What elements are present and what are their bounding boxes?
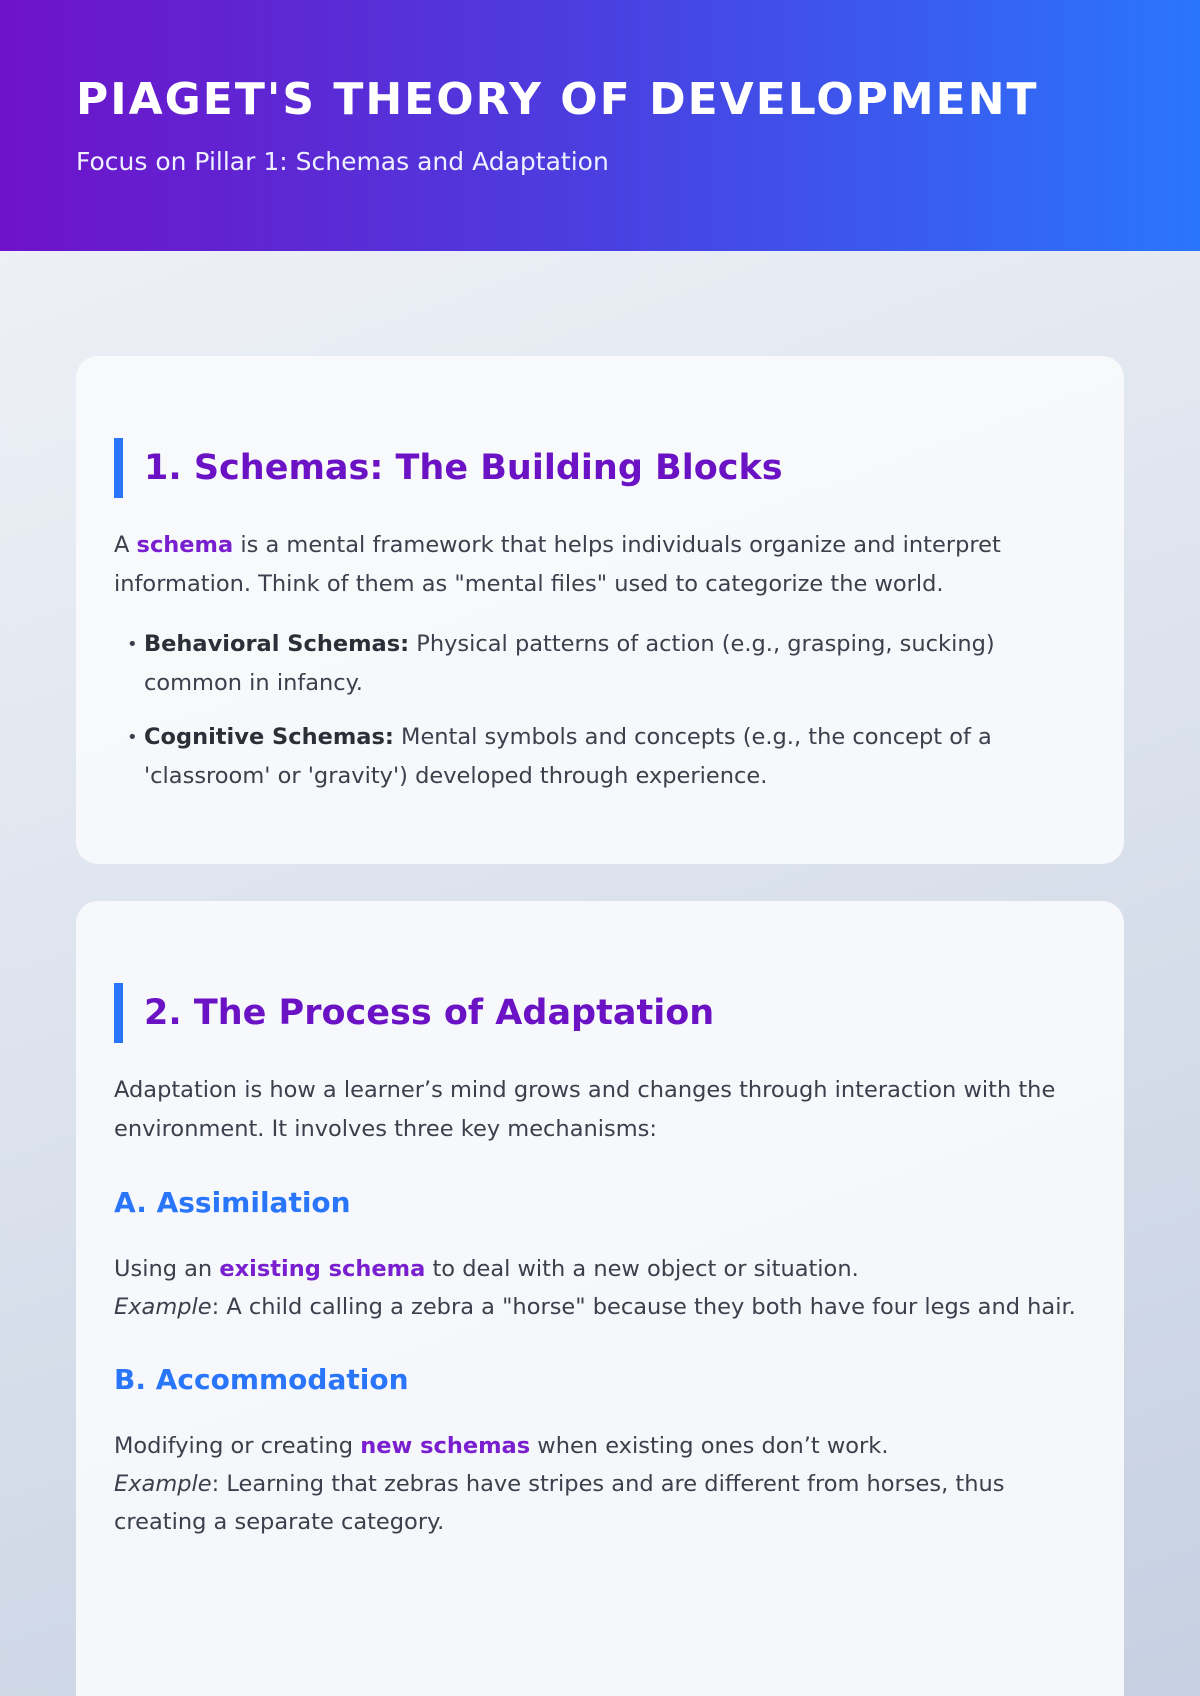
- assimilation-keyword: existing schema: [219, 1256, 426, 1282]
- accommodation-example-label: Example: [114, 1471, 212, 1497]
- assimilation-example-text: : A child calling a zebra a "horse" because they both have four legs and hair.: [211, 1294, 1076, 1320]
- accommodation-text-rest: when existing ones don’t work.: [530, 1433, 889, 1459]
- assimilation-example-label: Example: [114, 1294, 212, 1320]
- schema-definition-rest: is a mental framework that helps individuals organize and interpret information. Think of them as "mental files" used to categorize the world.: [114, 532, 1001, 597]
- subsection-title-accommodation: B. Accommodation: [114, 1363, 409, 1396]
- section-title-adaptation: 2. The Process of Adaptation: [114, 983, 1084, 1043]
- accommodation-keyword: new schemas: [360, 1433, 531, 1459]
- accommodation-text-lead: Modifying or creating: [114, 1433, 361, 1459]
- accommodation-description: [114, 1427, 1084, 1541]
- list-item: [114, 625, 1084, 703]
- schema-types-list: [114, 625, 1084, 796]
- section-card-schemas: [76, 356, 1124, 864]
- list-item-term: Behavioral Schemas:: [144, 631, 410, 657]
- schema-keyword: schema: [136, 532, 234, 558]
- assimilation-text-rest: to deal with a new object or situation.: [425, 1256, 859, 1282]
- accommodation-example-text: : Learning that zebras have stripes and are different from horses, thus creating a separate category.: [114, 1471, 1005, 1535]
- list-item: [114, 718, 1084, 796]
- list-item-text: Physical patterns of action (e.g., grasping, sucking) common in infancy.: [144, 631, 995, 696]
- schema-definition: [114, 526, 1084, 604]
- assimilation-description: [114, 1250, 1084, 1326]
- list-item-text: Mental symbols and concepts (e.g., the concept of a 'classroom' or 'gravity') developed through experience.: [144, 724, 992, 789]
- schema-definition-lead: A: [114, 532, 137, 558]
- assimilation-text-lead: Using an: [114, 1256, 220, 1282]
- list-item-term: Cognitive Schemas:: [144, 724, 394, 750]
- subsection-title-assimilation: A. Assimilation: [114, 1186, 351, 1219]
- section-title-schemas: 1. Schemas: The Building Blocks: [114, 438, 1084, 498]
- adaptation-intro: Adaptation is how a learner’s mind grows and changes through interaction with the environment. It involves three key mechanisms:: [114, 1077, 1056, 1142]
- page-title: PIAGET'S THEORY OF DEVELOPMENT: [76, 74, 1039, 125]
- page-header: [0, 0, 1200, 251]
- page-subtitle: Focus on Pillar 1: Schemas and Adaptation: [76, 147, 609, 176]
- section-card-adaptation: [76, 901, 1124, 1696]
